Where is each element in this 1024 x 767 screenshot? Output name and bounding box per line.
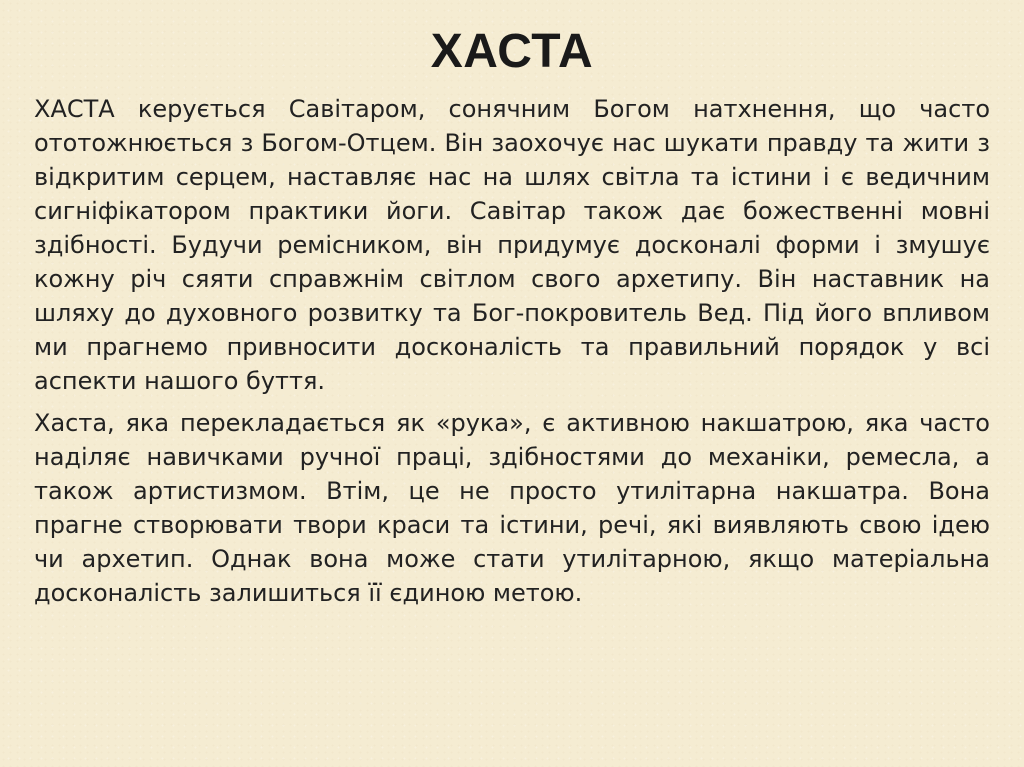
slide-body xyxy=(34,92,990,610)
slide-title: ХАСТА xyxy=(430,25,594,78)
paragraph-2: Хаста, яка перекладається як «рука», є активною накшатрою, яка часто наділяє навичками ручної праці, здібностями до механіки, ремесла, а також артистизмом. Втім, це не просто утилітарна накшатра. Вона прагне створювати твори краси та істини, речі, які виявляють свою ідею чи архетип. Однак вона може стати утилітарною, якщо матеріальна досконалість залишиться її єдиною метою. xyxy=(34,409,990,607)
paragraph-1: ХАСТА керується Савітаром, сонячним Богом натхнення, що часто ототожнюється з Богом-Отцем. Він заохочує нас шукати правду та жити з відкритим серцем, наставляє нас на шлях світла та істини і є ведичним сигніфікатором практики йоги. Савітар також дає божественні мовні здібності. Будучи ремісником, він придумує досконалі форми і змушує кожну річ сяяти справжнім світлом свого архетипу. Він наставник на шляху до духовного розвитку та Бог-покровитель Вед. Під його впливом ми прагнемо привносити досконалість та правильний порядок у всі аспекти нашого буття. xyxy=(34,95,990,395)
